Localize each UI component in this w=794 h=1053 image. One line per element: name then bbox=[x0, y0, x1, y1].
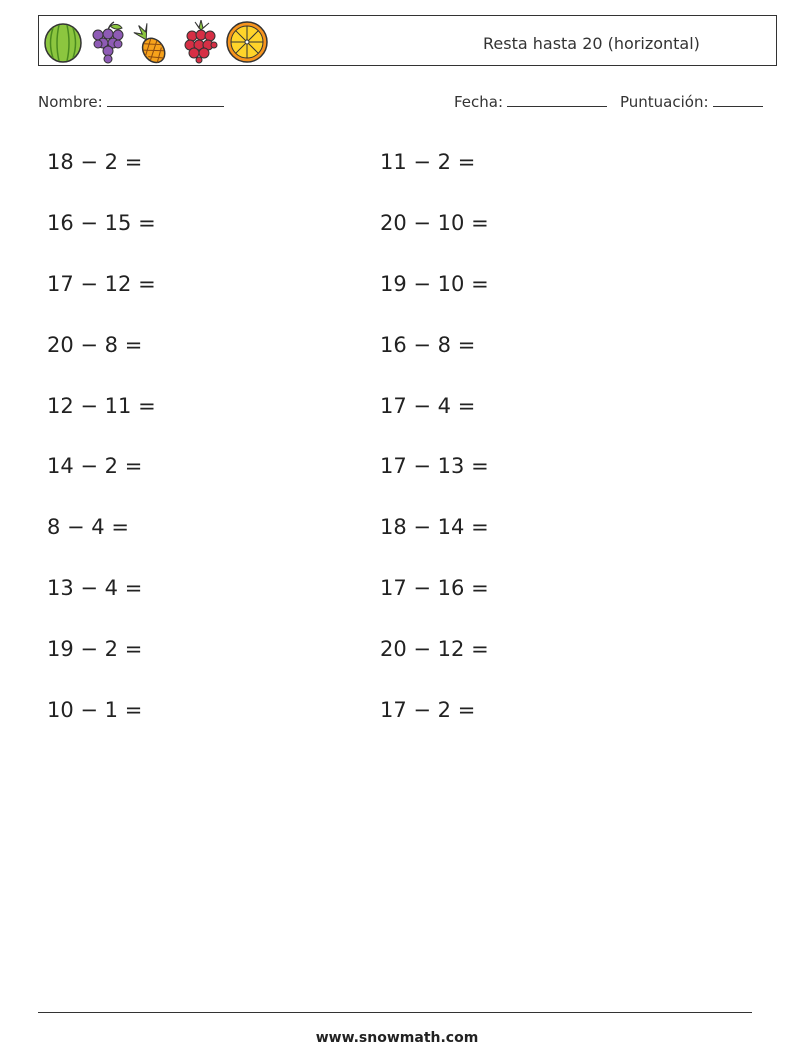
problem-item: 18 − 2 = bbox=[47, 150, 143, 174]
problem-item: 13 − 4 = bbox=[47, 576, 143, 600]
problem-item: 16 − 15 = bbox=[47, 211, 156, 235]
problem-item: 20 − 8 = bbox=[47, 333, 143, 357]
name-field[interactable] bbox=[38, 92, 224, 111]
raspberry-icon bbox=[183, 20, 219, 64]
problem-item: 8 − 4 = bbox=[47, 515, 129, 539]
problem-item: 10 − 1 = bbox=[47, 698, 143, 722]
date-label: Fecha: bbox=[454, 93, 504, 111]
problem-item: 17 − 16 = bbox=[380, 576, 489, 600]
name-label: Nombre: bbox=[38, 93, 103, 111]
score-field[interactable] bbox=[620, 92, 763, 111]
problem-item: 17 − 13 = bbox=[380, 454, 489, 478]
page-title: Resta hasta 20 (horizontal) bbox=[483, 34, 700, 53]
problem-item: 20 − 12 = bbox=[380, 637, 489, 661]
problem-item: 17 − 4 = bbox=[380, 394, 476, 418]
problem-item: 11 − 2 = bbox=[380, 150, 476, 174]
header-box bbox=[38, 15, 777, 66]
name-blank[interactable] bbox=[107, 92, 224, 107]
watermelon-icon bbox=[43, 20, 83, 64]
score-label: Puntuación: bbox=[620, 93, 709, 111]
problem-item: 20 − 10 = bbox=[380, 211, 489, 235]
grapes-icon bbox=[90, 20, 126, 64]
footer-url[interactable]: www.snowmath.com bbox=[315, 1030, 479, 1046]
problem-item: 16 − 8 = bbox=[380, 333, 476, 357]
score-blank[interactable] bbox=[713, 92, 763, 107]
problem-item: 17 − 12 = bbox=[47, 272, 156, 296]
footer-divider bbox=[38, 1012, 752, 1013]
problem-item: 14 − 2 = bbox=[47, 454, 143, 478]
problem-item: 19 − 2 = bbox=[47, 637, 143, 661]
pineapple-icon bbox=[133, 20, 175, 64]
orange-slice-icon bbox=[225, 20, 269, 64]
problem-item: 19 − 10 = bbox=[380, 272, 489, 296]
date-blank[interactable] bbox=[507, 92, 607, 107]
problem-item: 12 − 11 = bbox=[47, 394, 156, 418]
problem-item: 18 − 14 = bbox=[380, 515, 489, 539]
problem-item: 17 − 2 = bbox=[380, 698, 476, 722]
date-field[interactable] bbox=[454, 92, 607, 111]
